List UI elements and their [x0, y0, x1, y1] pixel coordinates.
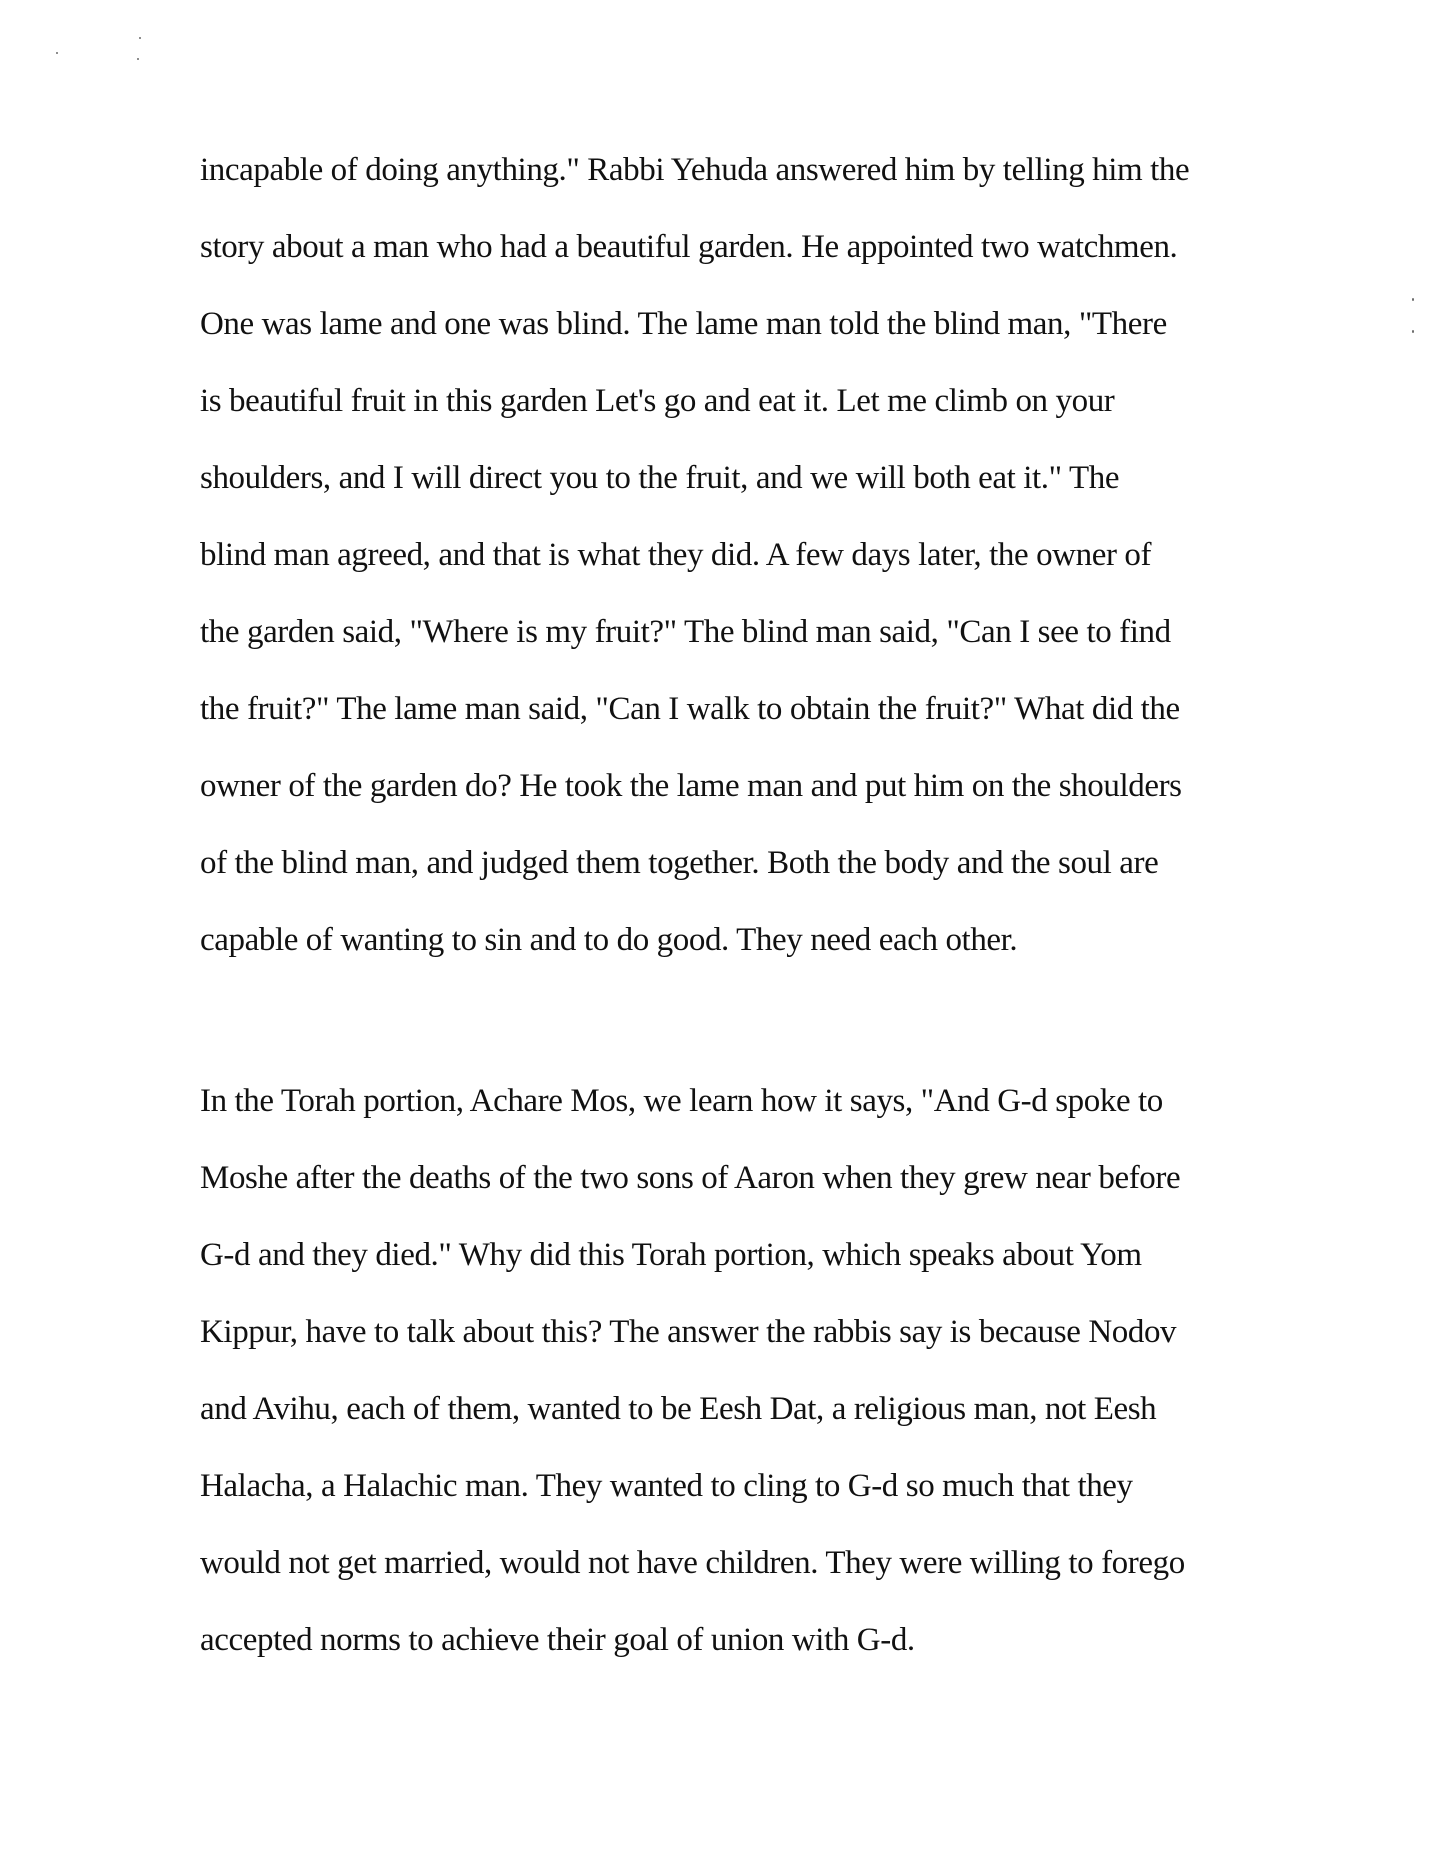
text-line: the fruit?" The lame man said, "Can I walk to obtain the fruit?" What did the [200, 691, 1180, 727]
text-line: In the Torah portion, Achare Mos, we learn how it says, "And G-d spoke to [200, 1083, 1163, 1119]
text-line: the garden said, "Where is my fruit?" The blind man said, "Can I see to find [200, 614, 1171, 650]
text-line: One was lame and one was blind. The lame man told the blind man, "There [200, 306, 1167, 342]
scan-speck [1412, 330, 1414, 333]
text-line: story about a man who had a beautiful garden. He appointed two watchmen. [200, 229, 1178, 265]
paragraph-achare-mos [200, 1063, 1240, 1679]
text-line: Moshe after the deaths of the two sons of Aaron when they grew near before [200, 1160, 1181, 1196]
text-line: blind man agreed, and that is what they did. A few days later, the owner of [200, 537, 1152, 573]
text-line: Halacha, a Halachic man. They wanted to cling to G-d so much that they [200, 1468, 1133, 1504]
text-line: incapable of doing anything." Rabbi Yehuda answered him by telling him the [200, 152, 1190, 188]
text-line: is beautiful fruit in this garden Let's go and eat it. Let me climb on your [200, 383, 1115, 419]
text-line: of the blind man, and judged them together. Both the body and the soul are [200, 845, 1159, 881]
scan-speck [137, 58, 139, 60]
text-line: capable of wanting to sin and to do good. They need each other. [200, 922, 1018, 958]
text-line: accepted norms to achieve their goal of union with G-d. [200, 1622, 915, 1658]
text-line: owner of the garden do? He took the lame man and put him on the shoulders [200, 768, 1182, 804]
paragraph-garden-parable [200, 132, 1240, 979]
scan-speck [56, 52, 58, 54]
scan-speck [1412, 298, 1414, 301]
scan-speck [139, 37, 141, 39]
text-line: G-d and they died." Why did this Torah portion, which speaks about Yom [200, 1237, 1142, 1273]
text-line: Kippur, have to talk about this? The answer the rabbis say is because Nodov [200, 1314, 1177, 1350]
text-line: would not get married, would not have children. They were willing to forego [200, 1545, 1185, 1581]
text-line: shoulders, and I will direct you to the fruit, and we will both eat it." The [200, 460, 1120, 496]
text-line: and Avihu, each of them, wanted to be Eesh Dat, a religious man, not Eesh [200, 1391, 1157, 1427]
